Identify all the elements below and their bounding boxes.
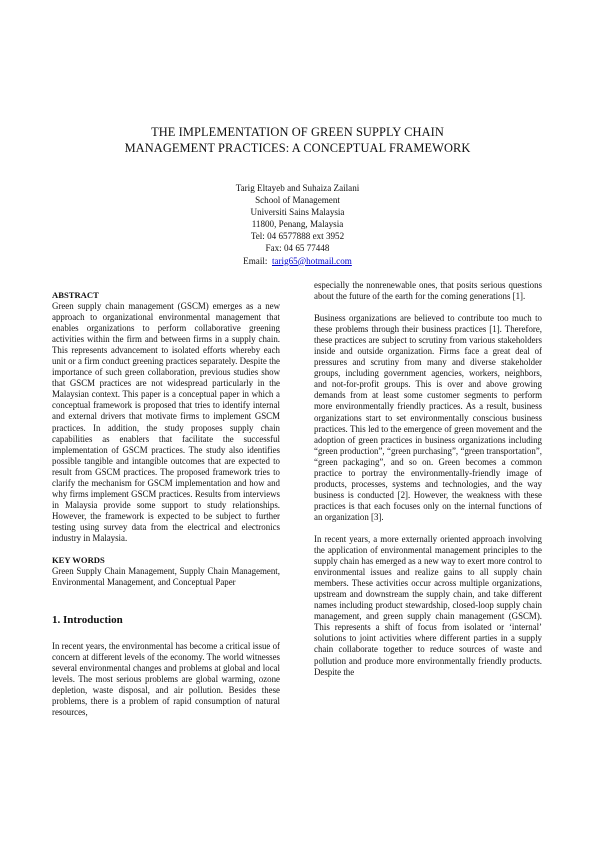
email-label: Email: [243,255,268,266]
author-tel: Tel: 04 6577888 ext 3952 [250,231,345,242]
paper-title [40,124,555,156]
email-link[interactable]: tarig65@hotmail.com [271,255,352,266]
right-column [314,280,542,678]
author-fax: Fax: 04 65 77448 [265,243,330,254]
author-block [150,182,445,267]
right-paragraph-3: In recent years, a more externally oriented approach involving the application of environmental management principles to the supply chain has emerged as a new way to exert more control to environmental issues and realize gains to all supply chain members. These activities occur across multiple organizations, upstream and downstream the supply chain, and take different names including product stewardship, closed-loop supply chain management, and green supply chain management (GSCM). This represents a shift of focus from isolated or ‘internal’ solutions to joint activities where different parties in a supply chain collaborate together to reduce sources of waste and pollution and produce more environmentally friendly products. Despite the [314,533,542,677]
keywords-heading: KEY WORDS [52,555,105,566]
abstract-heading: ABSTRACT [52,290,99,300]
author-email-line [150,255,445,267]
right-paragraph-2: Business organizations are believed to contribute too much to these problems through their business practices [1]. Therefore, these practices are subject to scrutiny from various stakeholders inside and outside organization. Firms face a great deal of pressures and scrutiny from many and diverse stakeholder groups, including government agencies, workers, neighbors, and not-for-profit groups. This is over and above growing demands from at least some customer segments to perform more environmentally friendly practices. As a result, business organizations start to set environmentally conscious business practices. This led to the emergence of green movement and the adoption of green practices in business organizations including “green production”, “green purchasing”, “green transportation”, “green packaging”, and so on. Green becomes a common practice to portray the environmentally-friendly image of products, processes, systems and technologies, and the way business is conducted [2]. However, the weakness with these practices is that each focuses only on the internal functions of an organization [3]. [314,313,542,522]
keywords-text: Green Supply Chain Management, Supply Chain Management, Environmental Management, and Conceptual Paper [52,566,280,588]
author-address: 11800, Penang, Malaysia [251,219,344,230]
author-university: Universiti Sains Malaysia [250,207,345,218]
title-line-2: MANAGEMENT PRACTICES: A CONCEPTUAL FRAMEWORK [124,141,471,155]
introduction-heading: 1. Introduction [52,614,123,627]
right-paragraph-1: especially the nonrenewable ones, that posits serious questions about the future of the earth for the coming generations [1]. [314,280,542,302]
author-school: School of Management [255,195,340,206]
abstract-text: Green supply chain management (GSCM) emerges as a new approach to organizational environmental management that enables organizations to perform collaborative greening activities within the firm and between firms in a supply chain. This represents advancement to isolated efforts whereby each unit or a firm conduct greening practices separately. Despite the importance of such green collaboration, previous studies show that GSCM practices are not widespread particularly in the Malaysian context. This paper is a conceptual paper in which a conceptual framework is proposed that tries to identify internal and external drivers that motivate firms to implement GSCM practices. In addition, the study proposes supply chain capabilities as enablers that facilitate the successful implementation of GSCM practices. The study also identifies possible tangible and intangible outcomes that are expected to result from GSCM practices. The proposed framework tries to clarify the mechanism for GSCM implementation and how and why firms implement GSCM practices. Results from interviews in Malaysia provide some support to study relationships. However, the framework is expected to be subject to further testing using survey data from the electrical and electronics industry in Malaysia. [52,301,280,543]
left-column [52,290,280,718]
author-names: Tarig Eltayeb and Suhaiza Zailani [235,183,360,193]
introduction-paragraph: In recent years, the environmental has become a critical issue of concern at different levels of the economy. The world witnesses several environmental changes and problems at global and local levels. The most serious problems are global warming, ozone depletion, waste disposal, and air pollution. Besides these problems, there is a problem of rapid consumption of natural resources, [52,641,280,718]
title-line-1: THE IMPLEMENTATION OF GREEN SUPPLY CHAIN [151,125,444,139]
